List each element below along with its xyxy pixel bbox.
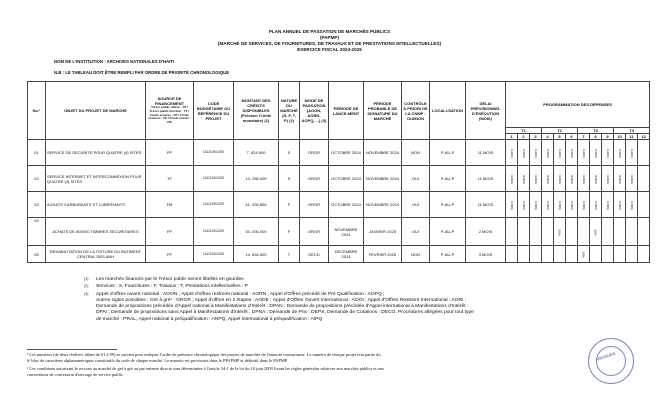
cell-localisation: P-AU-P: [430, 192, 466, 218]
cell-prog: [638, 192, 650, 218]
cell-prog: [518, 166, 530, 192]
col-montant: MONTANT DES CRÉDITS DISPONIBLES (Préciser l'Unité monétaire) (1): [234, 82, 279, 140]
cell-mode: GRGR: [300, 140, 329, 166]
footnote-line: ¹ Les numéros (de deux chiffres, allant de 01 à 99) se suivent pour indiquer l'ordre de présence chronologique des projets de marchés de l'autorité contractante. Le numéro de chaque projet fera partie du: [27, 352, 381, 357]
prog-value: 9,09%: [533, 174, 538, 184]
prog-value: 9,09%: [509, 200, 514, 210]
cell-prog: [554, 166, 566, 192]
cell-code: 1412119/12/00: [194, 140, 234, 166]
month-col: 9: [602, 134, 614, 140]
prog-value: 9,09%: [605, 148, 610, 158]
cell-prog: [638, 218, 650, 246]
col-signature: PÉRIODE PROBABLE DE SIGNATURE DU MARCHÉ: [364, 82, 402, 140]
cell-prog: [590, 218, 602, 246]
cell-prog: [626, 192, 638, 218]
prog-value: 9,09%: [521, 200, 526, 210]
cell-prog: [530, 246, 542, 263]
note-mark: (2): [84, 284, 89, 289]
footnote-line: ² Les conditions autorisant le recours au marché de gré à gré ou par entente directe sont déterminées à l'article 34-1 de la loi du 10 juin 2009 fixant les règles générales relatives aux marchés publics et aux: [27, 366, 385, 371]
cell-lancement: OCTOBRE 2024: [329, 192, 364, 218]
cell-source: FP: [146, 140, 194, 166]
cell-source: FP: [146, 218, 194, 246]
prog-value: 9,09%: [533, 200, 538, 210]
prog-value: 9,09%: [569, 174, 574, 184]
cell-prog: [614, 140, 626, 166]
cell-prog: [542, 140, 554, 166]
cell-prog: [638, 166, 650, 192]
prog-value: 9,09%: [557, 200, 562, 210]
cell-prog: [506, 246, 518, 263]
cell-prog: [566, 166, 578, 192]
cell-delai: 11 MOIS: [466, 192, 506, 218]
note-text: Services : S, Fournitures : F, Travaux : T, Prestations intellectuelles : P: [96, 284, 248, 290]
priority-note: N.B : LE TABLEAU DOIT ÊTRE REMPLI PAR ORDRE DE PRIORITÉ CHRONOLOGIQUE: [54, 70, 230, 75]
cell-localisation: P-AU-P: [430, 140, 466, 166]
header-line-4: EXERCICE FISCAL 2024-2025: [297, 47, 362, 52]
cell-localisation: P-AU-P: [430, 166, 466, 192]
cell-prog: [530, 192, 542, 218]
cell-prog: [602, 140, 614, 166]
cell-prog: [626, 166, 638, 192]
cell-prog: [566, 246, 578, 263]
cell-code: 1412119/12/00: [194, 218, 234, 246]
cell-prog: [614, 218, 626, 246]
col-mode: MODE DE PASSATION (AOON, AORN, AOPQ, ...) (3): [300, 82, 329, 140]
cell-lancement: DECEMBRE 2024: [329, 246, 364, 263]
month-col: 4: [542, 134, 554, 140]
prog-value: 9,09%: [605, 174, 610, 184]
header-line-3: (MARCHÉ DE SERVICES, DE FOURNITURES, DE TRAVAUX ET DE PRESTATIONS INTELLECTUELLES): [217, 41, 442, 46]
table-row: [28, 218, 650, 246]
cell-code: 1412119/12/00: [194, 192, 234, 218]
cell-prog: [554, 140, 566, 166]
cell-prog: [602, 246, 614, 263]
cell-montant: 14, 256,000: [234, 166, 279, 192]
cell-prog: [638, 246, 650, 263]
cell-no: 01: [28, 140, 46, 166]
cell-source: TF: [146, 166, 194, 192]
month-col: 2: [518, 134, 530, 140]
cell-prog: [518, 218, 530, 246]
table-row: [28, 192, 650, 218]
cell-prog: [542, 192, 554, 218]
cell-prog: [590, 246, 602, 263]
prog-value: 9,09%: [557, 148, 562, 158]
prog-value: 9,09%: [509, 174, 514, 184]
col-delai: DÉLAI PRÉVISIONNEL D'EXÉCUTION (MOIS): [466, 82, 506, 140]
prog-value: 9,09%: [617, 200, 622, 210]
cell-prog: [518, 246, 530, 263]
cell-delai: 3 MOIS: [466, 246, 506, 263]
prog-value: 9,09%: [545, 174, 550, 184]
stamp-inner-ring: [596, 346, 626, 376]
archives-stamp: [588, 338, 634, 384]
cell-controle: OUI: [402, 218, 430, 246]
cell-signature: NOVEMBRE 2024: [364, 166, 402, 192]
cell-nature: F: [279, 218, 300, 246]
cell-prog: [638, 140, 650, 166]
note-text: Demande de propositions précédée d'Appel national à Manifestations d'Intérêt : DPAN ; Demande de propositions précédée d'Appel international à Manifestations d'Intérêt :: [96, 304, 469, 310]
month-col: 8: [590, 134, 602, 140]
table-row: [28, 246, 650, 263]
col-nature: NATURE DU MARCHÉ (S, F, T, P) (2): [279, 82, 300, 140]
cell-prog: [518, 192, 530, 218]
cell-signature: FEVRIER 2025: [364, 246, 402, 263]
cell-delai: 11 MOIS: [466, 140, 506, 166]
prog-value: 9,09%: [581, 174, 586, 184]
cell-lancement: OCTOBRE 2024: [329, 166, 364, 192]
cell-prog: [578, 218, 590, 246]
cell-prog: [614, 166, 626, 192]
legend-notes: [84, 276, 604, 323]
cell-localisation: P-AU-P: [430, 218, 466, 246]
cell-delai: 11 MOIS: [466, 166, 506, 192]
col-lancement: PÉRIODE DE LANCE-MENT: [329, 82, 364, 140]
cell-signature: NOVEMBRE 2024: [364, 192, 402, 218]
cell-prog: [542, 166, 554, 192]
note-mark: (3): [84, 291, 89, 296]
cell-objet: REHABILITATION DE LA TOITURE DU BATIMENT CENTRAL DES ANH: [46, 246, 146, 263]
cell-prog: [506, 140, 518, 166]
cell-objet: SERVICE DE SECURITE POUR QUATRE (4) SITES: [46, 140, 146, 166]
cell-prog: [566, 192, 578, 218]
cell-nature: S: [279, 140, 300, 166]
prog-value: 9,09%: [617, 148, 622, 158]
cell-prog: [566, 218, 578, 246]
header-line-1: PLAN ANNUEL DE PASSATION DE MARCHÉS PUBLICS: [268, 29, 391, 34]
cell-source: FP: [146, 246, 194, 263]
note-line: [84, 283, 604, 290]
cell-objet: SERVICE INTERNET ET INTERCONNEXION POUR QUATRE (4) SITES: [46, 166, 146, 192]
cell-prog: [506, 192, 518, 218]
footnote-line: conventions de concession d'ouvrage de service public.: [27, 372, 124, 377]
month-col: 6: [566, 134, 578, 140]
col-controle: CONTRÔLE À PRIORI DE LA CNMP : OUI/NON: [402, 82, 430, 140]
cell-prog: [530, 140, 542, 166]
prog-value: 9,09%: [593, 200, 598, 210]
prog-value: 9,09%: [593, 174, 598, 184]
cell-controle: NON: [402, 246, 430, 263]
cell-prog: [566, 140, 578, 166]
prog-value: 9,09%: [593, 148, 598, 158]
cell-delai: 2 MOIS: [466, 218, 506, 246]
cell-prog: [590, 166, 602, 192]
cell-controle: OUI: [402, 166, 430, 192]
institution-name: NOM DE L'INSTITUTION : ARCHIVES NATIONALES D'HAITI: [54, 59, 175, 64]
prog-value: 9,09%: [533, 148, 538, 158]
prog-value: 9,09%: [617, 174, 622, 184]
cell-prog: [614, 192, 626, 218]
cell-prog: [626, 246, 638, 263]
month-col: 1: [506, 134, 518, 140]
note-text: DPAI ; Demande de propositions sans Appel à Manifestations d'intérêt : DPNA ; Demande de Prix : DEPX, Demande de Cotations : DECO. Procédures allégées pour tout type: [96, 310, 474, 316]
cell-prog: [506, 166, 518, 192]
col-code: CODE BUDGÉTAIRE OU RÉFÉRENCE DU PROJET: [194, 82, 234, 140]
col-source-detail: Trésor public nation : TP / Trésor public fonction : TF / Fonds propres : FP / Fonds externes : FE / Fonds mixtes : FM: [148, 105, 191, 125]
cell-prog: [554, 192, 566, 218]
cell-signature: NOVEMBRE 2024: [364, 140, 402, 166]
prog-value: 9,09%: [557, 174, 562, 184]
prog-value: 9,09%: [629, 174, 634, 184]
cell-signature: JANVIER 2025: [364, 218, 402, 246]
cell-nature: T: [279, 246, 300, 263]
month-col: 7: [578, 134, 590, 140]
cell-prog: [530, 218, 542, 246]
quarter-t2: T2: [542, 128, 578, 134]
cell-prog: [518, 140, 530, 166]
cell-no: 04: [28, 218, 46, 246]
col-source-title: SOURCE DE FINANCEMENT: [154, 96, 185, 107]
cell-lancement: NOVEMBRE 2024: [329, 218, 364, 246]
note-text: Les marchés financés par le Trésor public seront libellés en gourdes: [96, 277, 244, 282]
cell-no: 02: [28, 166, 46, 192]
cell-prog: [578, 192, 590, 218]
cell-prog: [602, 166, 614, 192]
cell-prog: [590, 192, 602, 218]
cell-prog: [626, 140, 638, 166]
cell-lancement: OCTOBRE 2024: [329, 140, 364, 166]
cell-controle: NON: [402, 140, 430, 166]
cell-prog: [554, 218, 566, 246]
col-programmation: PROGRAMMATION DES DÉPENSES: [506, 82, 650, 128]
prog-value: 9,09%: [521, 174, 526, 184]
cell-prog: [590, 140, 602, 166]
cell-mode: GRGR: [300, 218, 329, 246]
cell-prog: [626, 218, 638, 246]
prog-value: 9,09%: [569, 200, 574, 210]
cell-prog: [506, 218, 518, 246]
prog-value: 9,09%: [605, 200, 610, 210]
quarter-t3: T3: [578, 128, 614, 134]
cell-localisation: P-AU-P: [430, 246, 466, 263]
note-text: Autres sigles possibles : Gré à gré¹ : GRGR ; Appel d'offres en 2 étapes : AODE ; Appel d'Offres Ouvert International : AOOI ; Appel d'Offres Restreint International : AORI ;: [96, 297, 467, 303]
prog-value: 9,09%: [629, 148, 634, 158]
prog-value: 9,09%: [545, 200, 550, 210]
cell-objet: ACHATS DE 800000 TIMBRES SECURITAIRES: [46, 218, 146, 246]
cell-prog: [614, 246, 626, 263]
stamp-text: ARCHIVES: [594, 350, 616, 363]
prog-value: 9,09%: [509, 148, 514, 158]
cell-controle: OUI: [402, 192, 430, 218]
col-source: [146, 82, 194, 140]
cell-prog: [602, 218, 614, 246]
footnote-divider: [27, 349, 117, 350]
cell-prog: [578, 140, 590, 166]
header-line-2: (PAPMP): [319, 35, 340, 40]
cell-montant: 14, 834,000: [234, 246, 279, 263]
cell-code: 1412119/12/00: [194, 166, 234, 192]
cell-prog: [578, 246, 590, 263]
note-text: Appel d'offres ouvert national : AOON ; Appel d'offres restreint national : AORN ; Appel d'Offres précédé de Pré Qualification : AOPQ ;: [96, 291, 385, 297]
month-col: 12: [638, 134, 650, 140]
cell-prog: [530, 166, 542, 192]
cell-montant: 7, 524,000: [234, 140, 279, 166]
cell-source: FM: [146, 192, 194, 218]
table-row: [28, 140, 650, 166]
prog-value: 9,09%: [545, 148, 550, 158]
cell-montant: 41, 030,856: [234, 192, 279, 218]
month-col: 3: [530, 134, 542, 140]
quarter-t4: T4: [614, 128, 650, 134]
cell-montant: 30, 000,000: [234, 218, 279, 246]
cell-objet: ACHATS CARBURANTS ET LUBRIFIANTS: [46, 192, 146, 218]
note-line: [84, 291, 604, 298]
prog-value: 9,09%: [629, 200, 634, 210]
prog-value: 9,09%: [569, 148, 574, 158]
cell-prog: [542, 246, 554, 263]
footnote-line: 6ᵉ bloc de caractères alphanumériques constitutifs du code de chaque marché. Le numéro est provisoire dans le PPAPMP et définitif dans le PAPMP.: [27, 358, 288, 363]
cell-mode: GRGR: [300, 166, 329, 192]
prog-value: 9,09%: [581, 200, 586, 210]
col-no: No.¹: [28, 82, 46, 140]
note-mark: (1): [84, 277, 89, 281]
cell-mode: DECD: [300, 246, 329, 263]
prog-value: 9,09%: [581, 148, 586, 158]
note-line: [84, 317, 604, 323]
col-objet: OBJET DU PROJET DE MARCHÉ: [46, 82, 146, 140]
month-col: 11: [626, 134, 638, 140]
quarter-t1: T1: [506, 128, 542, 134]
month-col: 10: [614, 134, 626, 140]
note-text: de marché : PRAL, Appel national à préqualification : ANPQ, Appel international à préqualification : AIPQ: [96, 316, 323, 322]
table-row: [28, 166, 650, 192]
cell-nature: S: [279, 166, 300, 192]
prog-value: 50%: [557, 228, 562, 236]
cell-prog: [602, 192, 614, 218]
cell-prog: [578, 166, 590, 192]
procurement-plan-table: [27, 81, 650, 263]
col-localisation: LOCALI-SATION: [430, 82, 466, 140]
cell-mode: GRGR: [300, 192, 329, 218]
cell-no: 05: [28, 246, 46, 263]
cell-prog: [542, 218, 554, 246]
cell-code: 1412119/12/00: [194, 246, 234, 263]
prog-value: 50%: [593, 228, 598, 236]
prog-value: 9,09%: [521, 148, 526, 158]
note-line: [84, 276, 604, 283]
cell-no: 03: [28, 192, 46, 218]
cell-nature: F: [279, 192, 300, 218]
prog-value: 30%: [581, 251, 586, 258]
month-col: 5: [554, 134, 566, 140]
cell-prog: [554, 246, 566, 263]
